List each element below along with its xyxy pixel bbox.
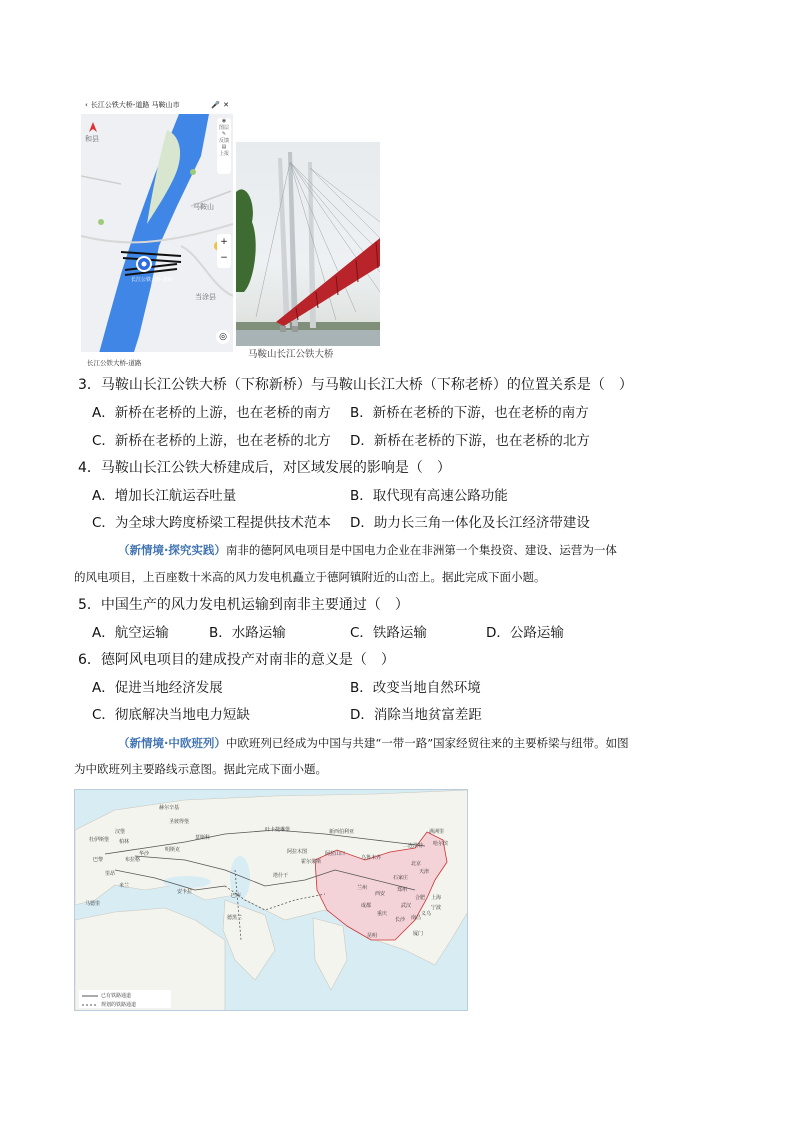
city-label: 昆明: [367, 933, 378, 939]
legend-solid-line-icon: [82, 994, 98, 998]
answer-option[interactable]: B．新桥在老桥的下游，也在老桥的南方: [350, 405, 589, 421]
back-arrow-icon[interactable]: ‹: [85, 101, 88, 109]
city-label: 长沙: [395, 917, 406, 923]
city-label: 哈尔滨: [433, 841, 449, 847]
answer-option[interactable]: C．为全球大跨度桥梁工程提供技术范本: [92, 515, 331, 531]
answer-option[interactable]: B．改变当地自然环境: [350, 680, 481, 696]
city-label: 巴黎: [93, 857, 104, 863]
answer-option[interactable]: B．水路运输: [209, 625, 286, 641]
context-paragraph-line: [118, 736, 629, 750]
china-europe-rail-map: [74, 789, 468, 1011]
map-footer-title: 长江公铁大桥-道路: [87, 359, 142, 367]
answer-option[interactable]: A．增加长江航运吞吐量: [92, 488, 237, 504]
legend-dashed-line-icon: [82, 1003, 98, 1007]
city-label: 米兰: [119, 883, 130, 889]
city-label: 柏林: [119, 839, 130, 845]
city-label: 里昂: [105, 871, 116, 877]
city-label: 天津: [419, 869, 430, 875]
city-label: 塔什干: [273, 873, 289, 879]
city-label: 乌鲁木齐: [361, 855, 382, 861]
city-label: 明斯克: [165, 847, 181, 853]
city-label: 宁波: [431, 905, 442, 911]
city-label: 阿拉木图: [287, 849, 308, 855]
close-icon[interactable]: ✕: [223, 101, 229, 109]
city-label: 满洲里: [429, 829, 445, 835]
layers-button[interactable]: 图层: [218, 125, 229, 131]
map-place-label: 当涂县: [195, 293, 216, 301]
answer-option[interactable]: A．促进当地经济发展: [92, 680, 223, 696]
bridge-photo: [236, 142, 380, 346]
map-side-toolbar: [217, 118, 231, 174]
answer-option[interactable]: C．铁路运输: [350, 625, 427, 641]
city-label: 霍尔果斯: [301, 859, 322, 865]
answer-option[interactable]: C．新桥在老桥的上游，也在老桥的北方: [92, 433, 331, 449]
map-river-graphic: [81, 96, 233, 368]
context-text: 南非的德阿风电项目是中国电力企业在非洲第一个集投资、建设、运营为一体: [225, 543, 617, 557]
city-label: 马德里: [85, 901, 101, 907]
zoom-out-button[interactable]: −: [220, 253, 228, 263]
answer-option[interactable]: D．消除当地贫富差距: [350, 707, 482, 723]
feedback-icon[interactable]: ✎: [221, 131, 227, 137]
map-screenshot: [81, 96, 233, 368]
city-label: 新西伯利亚: [329, 829, 355, 835]
map-marker-label: 长江公铁大桥-道路: [131, 277, 173, 283]
context-text: 的风电项目，上百座数十米高的风力发电机矗立于德阿镇附近的山峦上。据此完成下面小题。: [74, 570, 546, 584]
report-button[interactable]: 上报: [218, 151, 229, 157]
context-text: 为中欧班列主要路线示意图。据此完成下面小题。: [74, 762, 327, 776]
city-label: 汉堡: [115, 829, 126, 835]
microphone-icon[interactable]: 🎤: [211, 101, 221, 109]
city-label: 莫斯科: [195, 835, 211, 841]
feedback-button[interactable]: 反馈: [218, 138, 229, 144]
context-tag: （新情境·中欧班列）: [118, 736, 226, 750]
locate-icon[interactable]: ◎: [216, 330, 230, 344]
city-label: 上海: [431, 895, 442, 901]
question-stem: 5．中国生产的风力发电机运输到南非主要通过（ ）: [78, 597, 409, 613]
answer-option[interactable]: D．公路运输: [486, 625, 564, 641]
city-label: 德黑兰: [227, 915, 243, 921]
answer-option[interactable]: D．助力长三角一体化及长江经济带建设: [350, 515, 590, 531]
map-legend: [79, 990, 171, 1008]
city-label: 武汉: [401, 903, 412, 909]
legend-label: 已有铁路通道: [101, 993, 132, 999]
map-search-text[interactable]: 长江公铁大桥-道路 马鞍山市: [90, 101, 180, 109]
city-label: 兰州: [357, 885, 368, 891]
city-label: 石家庄: [393, 875, 409, 881]
question-stem: 3．马鞍山长江公铁大桥（下称新桥）与马鞍山长江大桥（下称老桥）的位置关系是（ ）: [78, 377, 633, 393]
answer-option[interactable]: C．彻底解决当地电力短缺: [92, 707, 250, 723]
city-label: 安卡拉: [177, 889, 193, 895]
city-label: 北京: [411, 861, 422, 867]
answer-option[interactable]: D．新桥在老桥的下游，也在老桥的北方: [350, 433, 590, 449]
city-label: 成都: [361, 903, 372, 909]
city-label: 圣彼得堡: [169, 819, 190, 825]
context-paragraph-line: [118, 543, 617, 557]
city-label: 厦门: [413, 931, 424, 937]
city-label: 重庆: [377, 911, 388, 917]
report-icon[interactable]: ▤: [221, 144, 227, 150]
city-label: 西安: [375, 891, 386, 897]
answer-option[interactable]: B．取代现有高速公路功能: [350, 488, 508, 504]
zoom-in-button[interactable]: +: [220, 237, 228, 247]
city-label: 合肥: [415, 895, 426, 901]
context-text: 中欧班列已经成为中国与共建“一带一路”国家经贸往来的主要桥梁与纽带。如图: [225, 736, 629, 750]
answer-option[interactable]: A．航空运输: [92, 625, 169, 641]
city-label: 郑州: [397, 887, 408, 893]
city-label: 义乌: [421, 911, 432, 917]
question-stem: 4．马鞍山长江公铁大桥建成后，对区域发展的影响是（ ）: [78, 460, 451, 476]
city-label: 华沙: [139, 851, 150, 857]
city-label: 叶卡捷琳堡: [265, 827, 291, 833]
city-label: 杜伊斯堡: [89, 837, 110, 843]
photo-caption: 马鞍山长江公铁大桥: [248, 349, 334, 360]
layers-icon[interactable]: ◉: [221, 118, 227, 124]
map-zoom-controls: [217, 234, 231, 268]
rail-map-graphic: [75, 790, 468, 1011]
city-label: 阿拉山口: [325, 851, 346, 857]
city-label: 二连浩特: [403, 843, 424, 849]
city-label: 巴库: [231, 893, 242, 899]
context-tag: （新情境·探究实践）: [118, 543, 226, 557]
bridge-photo-graphic: [236, 142, 380, 346]
map-place-label: 马鞍山: [193, 203, 214, 211]
map-search-bar[interactable]: [81, 96, 233, 114]
map-place-label: 和县: [85, 135, 99, 143]
city-label: 南昌: [411, 915, 422, 921]
question-stem: 6．德阿风电项目的建成投产对南非的意义是（ ）: [78, 652, 395, 668]
city-label: 赫尔辛基: [159, 805, 180, 811]
city-label: 布拉格: [125, 857, 141, 863]
answer-option[interactable]: A．新桥在老桥的上游，也在老桥的南方: [92, 405, 331, 421]
legend-label: 规划的铁路通道: [101, 1002, 137, 1008]
